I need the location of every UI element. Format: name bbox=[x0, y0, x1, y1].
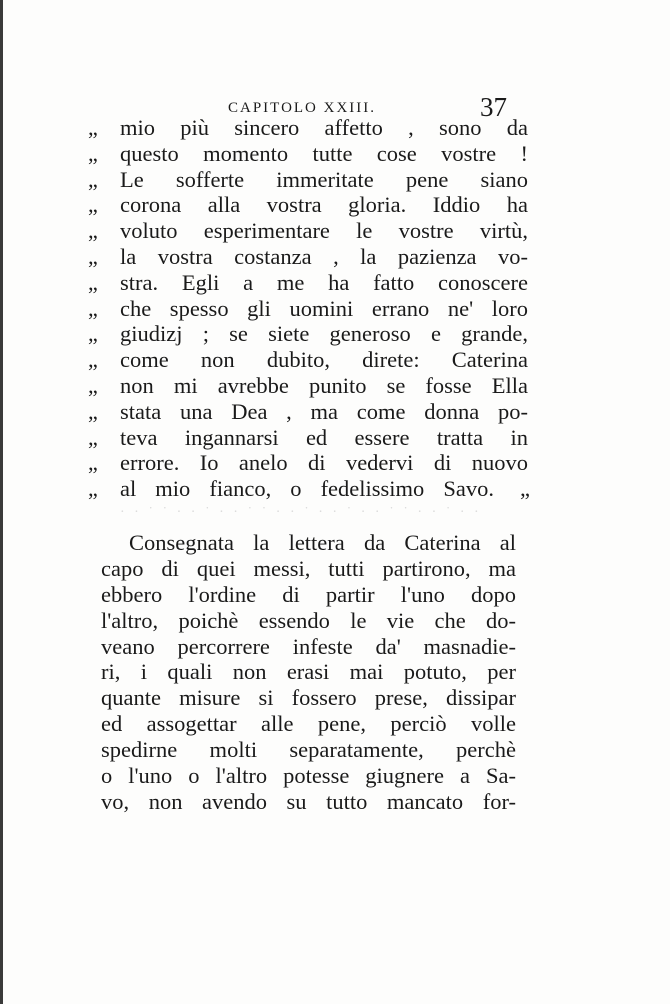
quote-mark: „ bbox=[88, 192, 98, 218]
quote-line-text: come non dubito, direte: Caterina bbox=[120, 347, 528, 373]
closing-quote-mark: „ bbox=[520, 476, 530, 502]
quote-mark: „ bbox=[88, 347, 98, 373]
quote-mark: „ bbox=[88, 269, 98, 295]
quote-mark: „ bbox=[88, 321, 98, 347]
quote-mark: „ bbox=[88, 140, 98, 166]
quote-line-text: non mi avrebbe punito se fosse Ella bbox=[120, 372, 528, 398]
quote-mark: „ bbox=[88, 115, 98, 140]
paragraph-line: o l'uno o l'altro potesse giugnere a Sa- bbox=[101, 763, 516, 789]
quote-line-text: al mio fianco, o fedelissimo Savo. bbox=[120, 476, 494, 502]
quote-line bbox=[88, 167, 528, 193]
quote-line bbox=[88, 476, 528, 502]
quote-mark: „ bbox=[88, 450, 98, 476]
quote-line-text: corona alla vostra gloria. Iddio ha bbox=[120, 192, 528, 218]
quote-line bbox=[88, 115, 528, 141]
paragraph-line: ed assogettar alle pene, perciò volle bbox=[101, 711, 516, 737]
quote-line-text: mio più sincero affetto , sono da bbox=[120, 115, 528, 140]
quote-line-text: la vostra costanza , la pazienza vo- bbox=[120, 243, 528, 269]
quote-line-text: che spesso gli uomini errano ne' loro bbox=[120, 295, 528, 321]
quote-line bbox=[88, 296, 528, 322]
paragraph-line: l'altro, poichè essendo le vie che do- bbox=[101, 607, 516, 633]
show-through-text: · · ˙ ˙ · · ˙ · · ˙ ˙ · · ˙ · · ˙ · · ˙ ˙ · · ˙ · · bbox=[120, 505, 482, 519]
page-edge-shadow bbox=[0, 0, 3, 1004]
quote-mark: „ bbox=[88, 295, 98, 321]
quote-line-text: stra. Egli a me ha fatto conoscere bbox=[120, 269, 528, 295]
page-number: 37 bbox=[480, 92, 507, 122]
quote-line bbox=[88, 218, 528, 244]
paragraph-line: quante misure si fossero prese, dissipar bbox=[101, 685, 516, 711]
paragraph-line: ebbero l'ordine di partir l'uno dopo bbox=[101, 581, 516, 607]
paragraph-line: ri, i quali non erasi mai potuto, per bbox=[101, 659, 516, 685]
quote-line-text: errore. Io anelo di vedervi di nuovo bbox=[120, 450, 528, 476]
quote-line-text: voluto esperimentare le vostre virtù, bbox=[120, 218, 528, 244]
quote-line bbox=[88, 192, 528, 218]
quote-line bbox=[88, 399, 528, 425]
paragraph-line: vo, non avendo su tutto mancato for- bbox=[101, 788, 516, 814]
quote-line bbox=[88, 244, 528, 270]
quoted-letter bbox=[88, 115, 528, 502]
quote-mark: „ bbox=[88, 166, 98, 192]
quote-line-text: giudizj ; se siete generoso e grande, bbox=[120, 321, 528, 347]
quote-mark: „ bbox=[88, 218, 98, 244]
quote-line bbox=[88, 450, 528, 476]
narrative-paragraph bbox=[101, 530, 516, 815]
quote-mark: „ bbox=[88, 476, 98, 502]
quote-line bbox=[88, 373, 528, 399]
quote-mark: „ bbox=[88, 398, 98, 424]
quote-mark: „ bbox=[88, 424, 98, 450]
paragraph-line: Consegnata la lettera da Caterina al bbox=[129, 530, 516, 555]
chapter-title: CAPITOLO XXIII. bbox=[228, 100, 377, 116]
quote-line-text: stata una Dea , ma come donna po- bbox=[120, 398, 528, 424]
quote-line-text: questo momento tutte cose vostre ! bbox=[120, 140, 528, 166]
quote-line bbox=[88, 321, 528, 347]
quote-line bbox=[88, 141, 528, 167]
quote-mark: „ bbox=[88, 372, 98, 398]
quote-line bbox=[88, 347, 528, 373]
paragraph-line: capo di quei messi, tutti partirono, ma bbox=[101, 555, 516, 581]
paragraph-line: veano percorrere infeste da' masnadie- bbox=[101, 633, 516, 659]
quote-mark: „ bbox=[88, 243, 98, 269]
quote-line-text: teva ingannarsi ed essere tratta in bbox=[120, 424, 528, 450]
quote-line-text: Le sofferte immeritate pene siano bbox=[120, 166, 528, 192]
quote-line bbox=[88, 270, 528, 296]
quote-line bbox=[88, 425, 528, 451]
paragraph-line: spedirne molti separatamente, perchè bbox=[101, 737, 516, 763]
